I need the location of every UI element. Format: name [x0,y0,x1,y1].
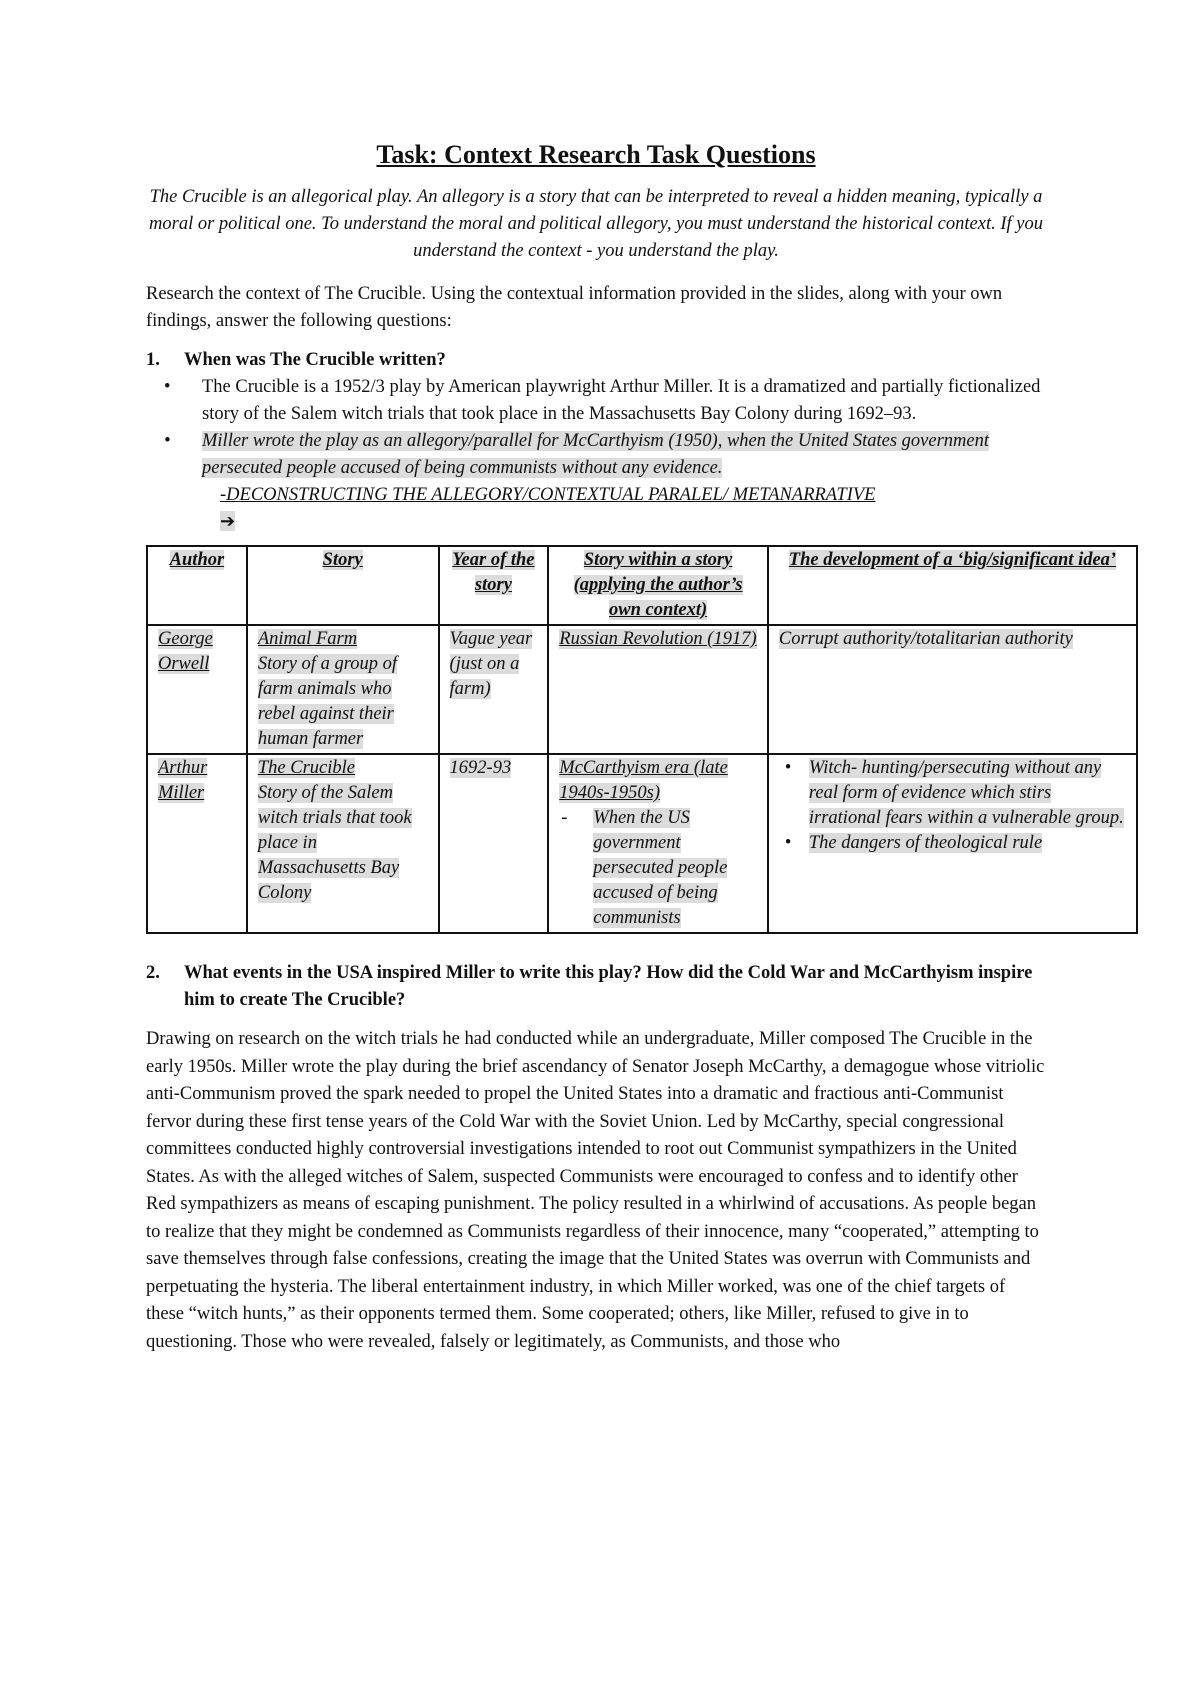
question-1-number: 1. [146,350,160,370]
answer-2-paragraph: Drawing on research on the witch trials he had conducted while an undergraduate, Miller composed The Crucible in the early 1950s. Miller wrote the play during the brief ascendancy of Senator Joseph McCarthy, a demagogue whose vitriolic anti-Communism proved the spark needed to propel the United States into a dramatic and fractious anti-Communist fervor during these first tense years of the Cold War with the Soviet Union. Led by McCarthy, special congressional committees conducted highly controversial investigations intended to root out Communist sympathizers in the United States. As with the alleged witches of Salem, suspected Communists were encouraged to confess and to identify other Red sympathizers as means of escaping punishment. The policy resulted in a whirlwind of accusations. As people began to realize that they might be condemned as Communists regardless of their innocence, many “cooperated,” attempting to save themselves through false confessions, creating the image that the United States was overrun with Communists and perpetuating the hysteria. The liberal entertainment industry, in which Miller worked, was one of the chief targets of these “witch hunts,” as their opponents termed them. Some cooperated; others, like Miller, refused to give in to questioning. Those who were revealed, falsely or legitimately, as Communists, and those who [146,1029,1045,1352]
header-big-idea: The development of a ‘big/significant idea’ [768,546,1137,625]
question-2-number: 2. [146,963,160,983]
cell-idea [768,754,1137,933]
allegory-table [146,545,1138,934]
document-page [146,140,1124,1375]
question-1-answer-list [146,374,1046,482]
page-title: Task: Context Research Task Questions [376,140,816,169]
instructions-paragraph: Research the context of The Crucible. Using the contextual information provided in the slides, along with your own findings, answer the following questions: [146,284,1003,331]
question-1 [146,347,1046,374]
question-2-text: What events in the USA inspired Miller to write this play? How did the Cold War and McCarthyism inspire him to create The Crucible? [184,963,1033,1010]
deconstruct-heading: -DECONSTRUCTING THE ALLEGORY/CONTEXTUAL PARALEL/ METANARRATIVE [220,485,876,505]
header-author: Author [147,546,247,625]
answer-bullet [146,428,1046,482]
cell-year: Vague year (just on a farm) [439,625,549,754]
cell-context: Russian Revolution (1917) [548,625,768,754]
idea-bullet: • The dangers of theological rule [779,831,1126,856]
cell-idea: Corrupt authority/totalitarian authority [768,625,1137,754]
cell-author: Arthur Miller [147,754,247,933]
cell-author: George Orwell [147,625,247,754]
table-row [147,625,1137,754]
header-story-within: Story within a story (applying the author’s own context) [548,546,768,625]
table-header-row [147,546,1137,625]
idea-bullet: • Witch- hunting/persecuting without any real form of evidence which stirs irrational fears within a vulnerable group. [779,756,1126,831]
cell-year: 1692-93 [439,754,549,933]
cell-story: The Crucible Story of the Salem witch trials that took place in Massachusetts Bay Colony [247,754,439,933]
intro-paragraph: The Crucible is an allegorical play. An allegory is a story that can be interpreted to reveal a hidden meaning, typically a moral or political one. To understand the moral and political allegory, you must understand the historical context. If you understand the context - you understand the play. [149,187,1043,261]
cell-context: McCarthyism era (late 1940s-1950s) - When the US government persecuted people accused of being communists [548,754,768,933]
header-year: Year of the story [439,546,549,625]
arrow-right-icon: ➔ [220,511,236,531]
table-row [147,754,1137,933]
header-story: Story [247,546,439,625]
context-point: - When the US government persecuted people accused of being communists [559,806,757,931]
highlighted-text: Miller wrote the play as an allegory/parallel for McCarthyism (1950), when the United States government persecuted people accused of being communists without any evidence. [202,431,989,478]
question-1-text: When was The Crucible written? [184,350,446,370]
cell-story: Animal Farm Story of a group of farm animals who rebel against their human farmer [247,625,439,754]
answer-bullet: • The Crucible is a 1952/3 play by American playwright Arthur Miller. It is a dramatized and partially fictionalized story of the Salem witch trials that took place in the Massachusetts Bay Colony during 1692–93. [146,374,1046,428]
question-2 [146,960,1046,1014]
